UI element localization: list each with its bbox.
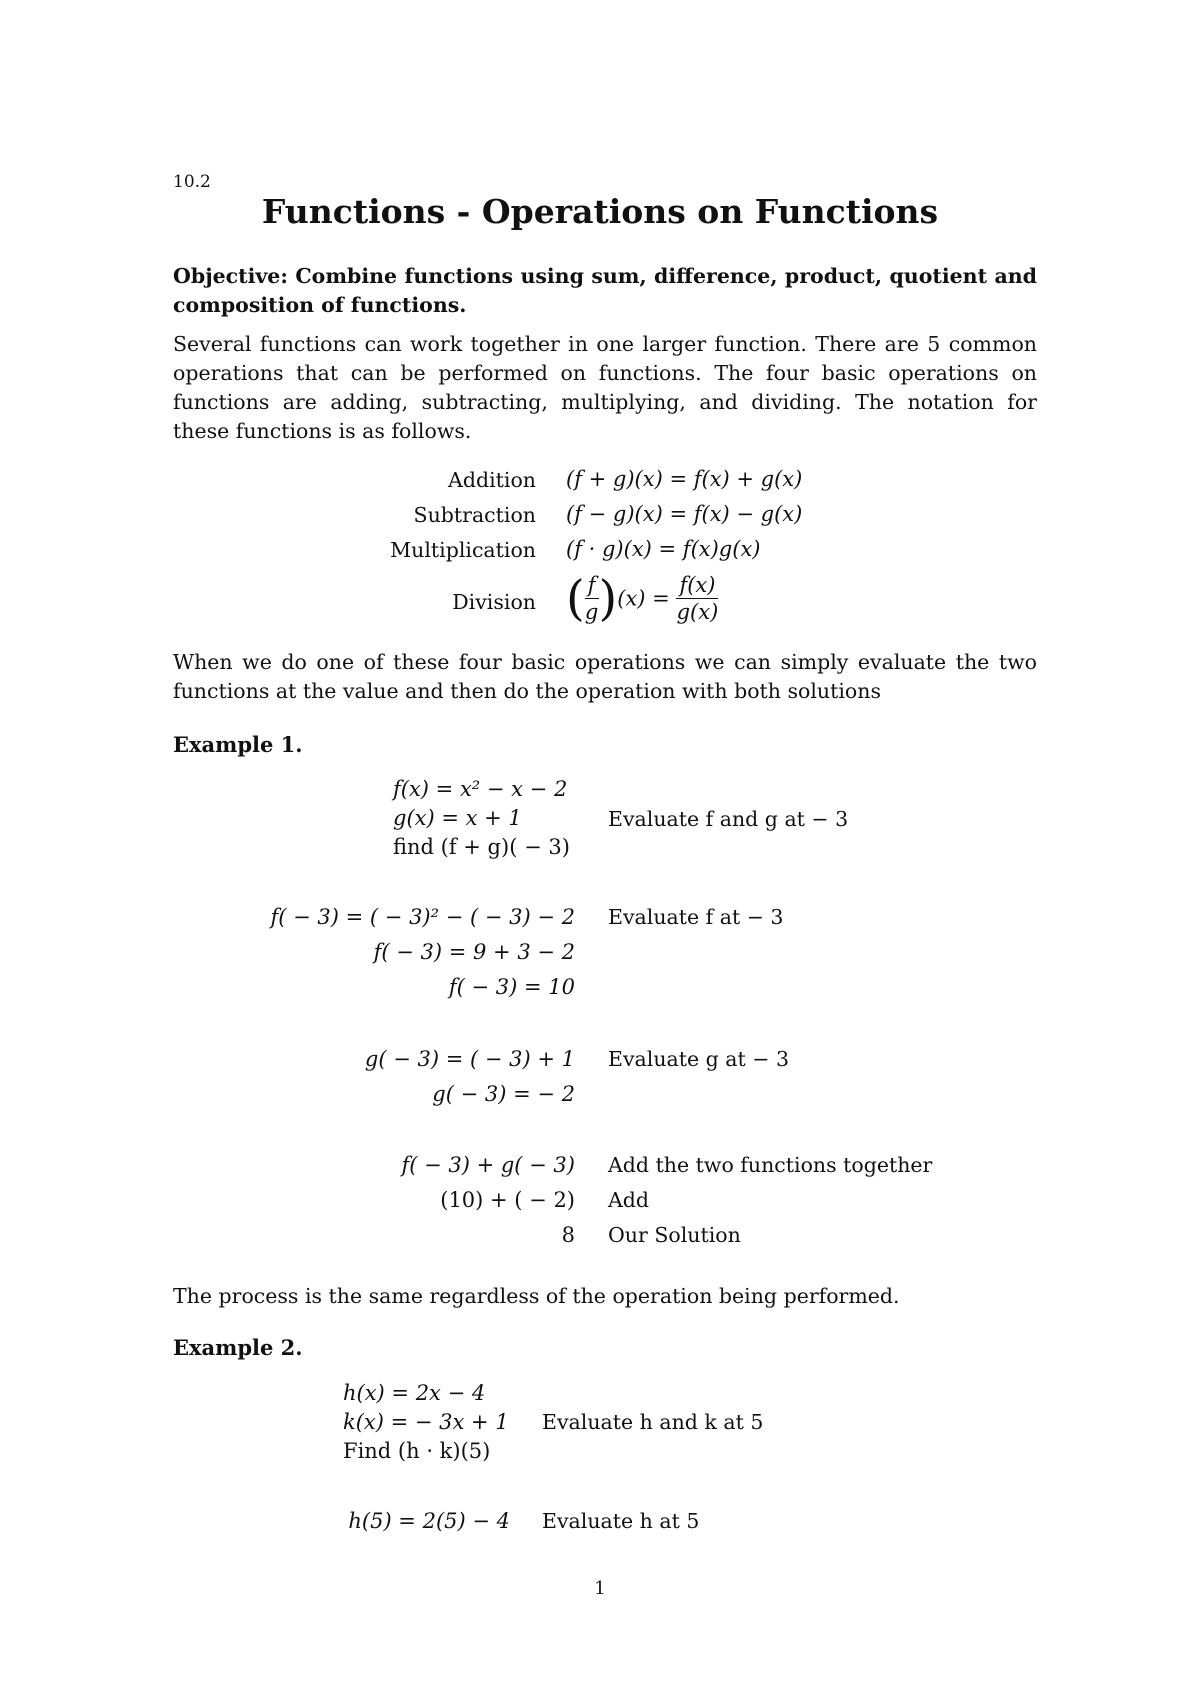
division-frac2-numerator: f(x) bbox=[676, 572, 718, 599]
example1-f-note: Evaluate f at − 3 bbox=[608, 905, 784, 929]
example1-f-step-1: f( − 3) = ( − 3)² − ( − 3) − 2 bbox=[270, 905, 575, 929]
division-frac1-numerator: f bbox=[585, 572, 599, 599]
example1-g-step-1: g( − 3) = ( − 3) + 1 bbox=[364, 1047, 575, 1071]
op-label-subtraction: Subtraction bbox=[413, 503, 536, 527]
example1-given-g: g(x) = x + 1 bbox=[393, 806, 522, 830]
example1-sum-step-2: (10) + ( − 2) bbox=[440, 1188, 575, 1212]
example1-f-step-2: f( − 3) = 9 + 3 − 2 bbox=[373, 940, 575, 964]
example1-g-note: Evaluate g at − 3 bbox=[608, 1047, 789, 1071]
objective: Objective: Combine functions using sum, difference, product, quotient and composition of functions. bbox=[173, 264, 1037, 317]
example1-sum-note-2: Add bbox=[608, 1188, 650, 1212]
op-formula-addition: (f + g)(x) = f(x) + g(x) bbox=[566, 467, 803, 491]
op-label-addition: Addition bbox=[448, 468, 536, 492]
example1-g-step-2: g( − 3) = − 2 bbox=[432, 1082, 575, 1106]
example2-given-h: h(x) = 2x − 4 bbox=[343, 1381, 486, 1405]
example2-h-note: Evaluate h at 5 bbox=[542, 1509, 700, 1533]
example2-h-step: h(5) = 2(5) − 4 bbox=[348, 1509, 510, 1533]
process-paragraph: The process is the same regardless of the operation being performed. bbox=[173, 1284, 900, 1308]
division-frac1-denominator: g bbox=[584, 600, 599, 624]
example2-given-k: k(x) = − 3x + 1 bbox=[343, 1410, 509, 1434]
example1-given-note: Evaluate f and g at − 3 bbox=[608, 807, 849, 831]
op-formula-multiplication: (f · g)(x) = f(x)g(x) bbox=[566, 537, 761, 561]
example1-f-step-3: f( − 3) = 10 bbox=[448, 975, 575, 999]
division-middle: (x) = bbox=[617, 586, 670, 611]
op-label-multiplication: Multiplication bbox=[390, 538, 536, 562]
example2-label: Example 2. bbox=[173, 1335, 303, 1360]
page-number: 1 bbox=[594, 1578, 606, 1599]
section-number: 10.2 bbox=[173, 172, 211, 192]
example1-label: Example 1. bbox=[173, 732, 303, 757]
example1-sum-note-3: Our Solution bbox=[608, 1223, 741, 1247]
example2-find: Find (h · k)(5) bbox=[343, 1439, 491, 1463]
example1-sum-note-1: Add the two functions together bbox=[608, 1153, 933, 1177]
op-label-division: Division bbox=[452, 590, 536, 614]
example1-find: find (f + g)( − 3) bbox=[393, 835, 570, 859]
op-formula-division: ( $\frac{f}{g}$ )(x) = $\frac{f(x)}{g(x)}$ bbox=[566, 570, 719, 627]
intro-paragraph: Several functions can work together in one larger function. There are 5 common operations that can be performed on functions. The four basic operations on functions are adding, subtracting, multiplying, and dividing. The notation for these functions is as follows. bbox=[173, 332, 1037, 443]
example1-given-f: f(x) = x² − x − 2 bbox=[393, 777, 568, 801]
example1-sum-step-1: f( − 3) + g( − 3) bbox=[401, 1153, 575, 1177]
example1-sum-step-3: 8 bbox=[561, 1223, 575, 1247]
page-title: Functions - Operations on Functions bbox=[261, 192, 939, 231]
op-formula-subtraction: (f − g)(x) = f(x) − g(x) bbox=[566, 502, 803, 526]
example2-given-note: Evaluate h and k at 5 bbox=[542, 1410, 764, 1434]
division-frac2-denominator: g(x) bbox=[676, 600, 719, 624]
when-paragraph: When we do one of these four basic operations we can simply evaluate the two functions at the value and then do the operation with both solutions bbox=[173, 650, 1037, 703]
